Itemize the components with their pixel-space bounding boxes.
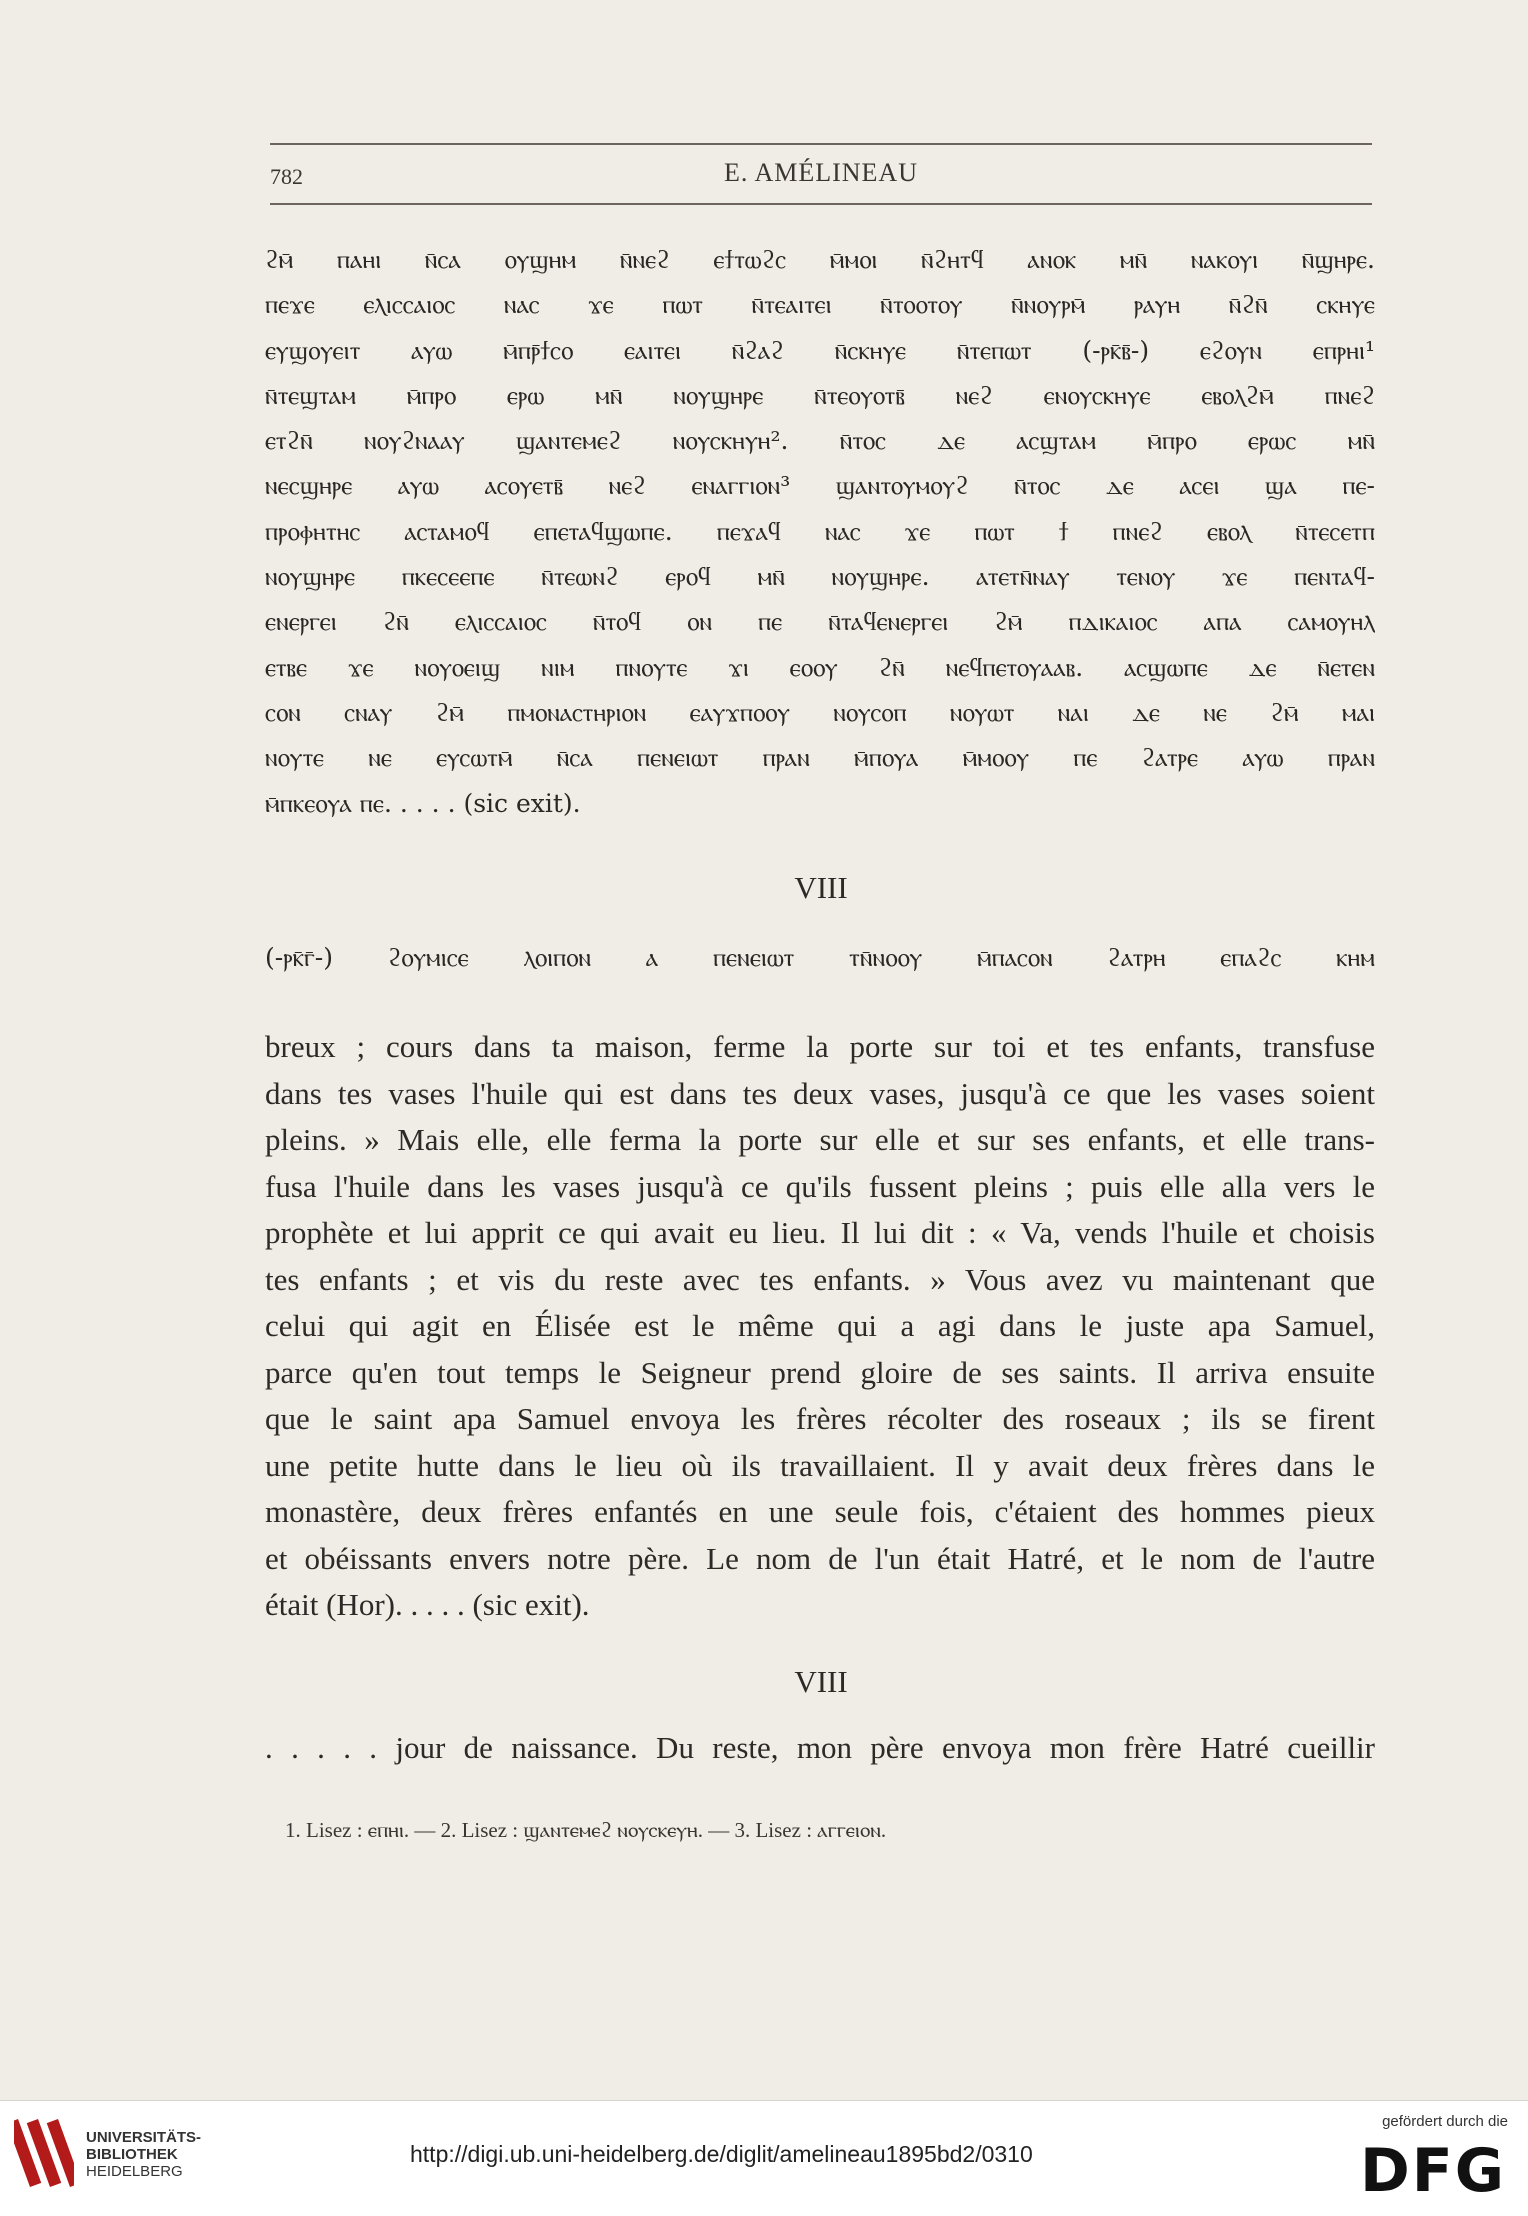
french-line: dans tes vases l'huile qui est dans tes deux vases, jusqu'à ce que les vases soient	[265, 1075, 1375, 1111]
french-line: prophète et lui apprit ce qui avait eu lieu. Il lui dit : « Va, vends l'huile et choisis	[265, 1215, 1375, 1250]
header-rule-top	[270, 143, 1372, 145]
viewer-footer	[0, 2100, 1528, 2216]
coptic-line: ⲡⲉϫⲉ ⲉⲗⲓⲥⲥⲁⲓⲟⲥ ⲛⲁⲥ ϫⲉ ⲡⲱⲧ ⲛ̄ⲧⲉⲁⲓⲧⲉⲓ ⲛ̄ⲧⲟⲟⲧⲟⲩ ⲛ̄ⲛⲟⲩⲣⲙ̄ ⲣⲁⲩⲏ ⲛ̄ϩⲛ̄ ⲥⲕⲏⲩⲉ	[265, 290, 1375, 320]
coptic-line: ⲉⲩϣⲟⲩⲉⲓⲧ ⲁⲩⲱ ⲙ̄ⲡⲣ̄ϯⲥⲟ ⲉⲁⲓⲧⲉⲓ ⲛ̄ϩⲁϩ ⲛ̄ⲥⲕⲏⲩⲉ ⲛ̄ⲧⲉⲡⲱⲧ (-ⲣⲕ̄ⲃ̄-) ⲉϩⲟⲩⲛ ⲉⲡⲣⲏⲓ¹	[265, 335, 1375, 365]
coptic-line: ϩⲙ̄ ⲡⲁⲏⲓ ⲛ̄ⲥⲁ ⲟⲩϣⲏⲙ ⲛ̄ⲛⲉϩ ⲉϯⲧⲱϩⲥ ⲙ̄ⲙⲟⲓ ⲛ̄ϩⲏⲧϥ ⲁⲛⲟⲕ ⲙⲛ̄ ⲛⲁⲕⲟⲩⲓ ⲛ̄ϣⲏⲣⲉ.	[265, 245, 1375, 274]
coptic-line: ⲛ̄ⲧⲉϣⲧⲁⲙ ⲙ̄ⲡⲣⲟ ⲉⲣⲱ ⲙⲛ̄ ⲛⲟⲩϣⲏⲣⲉ ⲛ̄ⲧⲉⲟⲩⲟⲧⲃ̄ ⲛⲉϩ ⲉⲛⲟⲩⲥⲕⲏⲩⲉ ⲉⲃⲟⲗϩⲙ̄ ⲡⲛⲉϩ	[265, 380, 1375, 410]
french-line: celui qui agit en Élisée est le même qui a agi dans le juste apa Samuel,	[265, 1308, 1375, 1343]
french-line: . . . . . jour de naissance. Du reste, mon père envoya mon frère Hatré cueillir	[265, 1730, 1375, 1765]
french-line: fusa l'huile dans les vases jusqu'à ce qu'ils fussent pleins ; puis elle alla vers le	[265, 1168, 1375, 1204]
library-name-line: BIBLIOTHEK	[86, 2146, 178, 2163]
french-line: était (Hor). . . . . (sic exit).	[265, 1587, 590, 1622]
library-name-line: UNIVERSITÄTS-	[86, 2129, 202, 2146]
coptic-line: ⲥⲟⲛ ⲥⲛⲁⲩ ϩⲙ̄ ⲡⲙⲟⲛⲁⲥⲧⲏⲣⲓⲟⲛ ⲉⲁⲩϫⲡⲟⲟⲩ ⲛⲟⲩⲥⲟⲡ ⲛⲟⲩⲱⲧ ⲛⲁⲓ ⲇⲉ ⲛⲉ ϩⲙ̄ ⲙⲁⲓ	[265, 697, 1375, 727]
university-library-logo-icon	[14, 2113, 74, 2193]
french-line: pleins. » Mais elle, elle ferma la porte sur elle et sur ses enfants, et elle trans-	[265, 1122, 1375, 1157]
library-name-line: HEIDELBERG	[86, 2163, 183, 2180]
coptic-line: ⲛⲟⲩⲧⲉ ⲛⲉ ⲉⲩⲥⲱⲧⲙ̄ ⲛ̄ⲥⲁ ⲡⲉⲛⲉⲓⲱⲧ ⲡⲣⲁⲛ ⲙ̄ⲡⲟⲩⲁ ⲙ̄ⲙⲟⲟⲩ ⲡⲉ ϩⲁⲧⲣⲉ ⲁⲩⲱ ⲡⲣⲁⲛ	[265, 743, 1375, 773]
coptic-line: ⲡⲣⲟⲫⲏⲧⲏⲥ ⲁⲥⲧⲁⲙⲟϥ ⲉⲡⲉⲧⲁϥϣⲱⲡⲉ. ⲡⲉϫⲁϥ ⲛⲁⲥ ϫⲉ ⲡⲱⲧ ϯ ⲡⲛⲉϩ ⲉⲃⲟⲗ ⲛ̄ⲧⲉⲥⲉⲧⲡ	[265, 516, 1375, 546]
french-line: tes enfants ; et vis du reste avec tes enfants. » Vous avez vu maintenant que	[265, 1261, 1375, 1297]
header-rule-bottom	[270, 203, 1372, 205]
french-line: que le saint apa Samuel envoya les frères récolter des roseaux ; ils se firent	[265, 1401, 1375, 1436]
dfg-logo: DFG	[1359, 2136, 1506, 2206]
library-name	[86, 2129, 201, 2180]
french-text-block-2	[265, 1725, 1375, 1772]
section-heading: VIII	[794, 870, 848, 905]
coptic-text-block	[265, 237, 1375, 826]
french-line: et obéissants envers notre père. Le nom de l'un était Hatré, et le nom de l'autre	[265, 1540, 1375, 1576]
coptic-line: ⲛⲟⲩϣⲏⲣⲉ ⲡⲕⲉⲥⲉⲉⲡⲉ ⲛ̄ⲧⲉⲱⲛϩ ⲉⲣⲟϥ ⲙⲛ̄ ⲛⲟⲩϣⲏⲣⲉ. ⲁⲧⲉⲧⲛ̄ⲛⲁⲩ ⲧⲉⲛⲟⲩ ϫⲉ ⲡⲉⲛⲧⲁϥ-	[265, 562, 1375, 592]
coptic-line: ⲙ̄ⲡⲕⲉⲟⲩⲁ ⲡⲉ. . . . . (sic exit).	[265, 788, 581, 818]
permalink-url[interactable]: http://digi.ub.uni-heidelberg.de/diglit/amelineau1895bd2/0310	[410, 2141, 1033, 2167]
french-line: monastère, deux frères enfantés en une seule fois, c'étaient des hommes pieux	[265, 1494, 1375, 1529]
running-head	[270, 158, 1372, 198]
french-line: parce qu'en tout temps le Seigneur prend gloire de ses saints. Il arriva ensuite	[265, 1354, 1375, 1390]
coptic-line: ⲉⲧⲃⲉ ϫⲉ ⲛⲟⲩⲟⲉⲓϣ ⲛⲓⲙ ⲡⲛⲟⲩⲧⲉ ϫⲓ ⲉⲟⲟⲩ ϩⲛ̄ ⲛⲉϥⲡⲉⲧⲟⲩⲁⲁⲃ. ⲁⲥϣⲱⲡⲉ ⲇⲉ ⲛ̄ⲉⲧⲉⲛ	[265, 652, 1375, 682]
sponsor-label: gefördert durch die	[1382, 2113, 1508, 2130]
coptic-line: ⲉⲧϩⲛ̄ ⲛⲟⲩϩⲛⲁⲁⲩ ϣⲁⲛⲧⲉⲙⲉϩ ⲛⲟⲩⲥⲕⲏⲩⲏ². ⲛ̄ⲧⲟⲥ ⲇⲉ ⲁⲥϣⲧⲁⲙ ⲙ̄ⲡⲣⲟ ⲉⲣⲱⲥ ⲙⲛ̄	[265, 426, 1375, 456]
french-line: une petite hutte dans le lieu où ils travaillaient. Il y avait deux frères dans le	[265, 1447, 1375, 1483]
coptic-text-block-2	[265, 935, 1375, 980]
coptic-line: (-ⲣⲕ̄ⲅ̄-) ϩⲟⲩⲙⲓⲥⲉ ⲗⲟⲓⲡⲟⲛ ⲁ ⲡⲉⲛⲉⲓⲱⲧ ⲧⲛ̄ⲛⲟⲟⲩ ⲙ̄ⲡⲁⲥⲟⲛ ϩⲁⲧⲣⲏ ⲉⲡⲁϩⲥ ⲕⲏⲙ	[265, 943, 1375, 972]
coptic-line: ⲉⲛⲉⲣⲅⲉⲓ ϩⲛ̄ ⲉⲗⲓⲥⲥⲁⲓⲟⲥ ⲛ̄ⲧⲟϥ ⲟⲛ ⲡⲉ ⲛ̄ⲧⲁϥⲉⲛⲉⲣⲅⲉⲓ ϩⲙ̄ ⲡⲇⲓⲕⲁⲓⲟⲥ ⲁⲡⲁ ⲥⲁⲙⲟⲩⲏⲗ	[265, 607, 1375, 637]
coptic-line: ⲛⲉⲥϣⲏⲣⲉ ⲁⲩⲱ ⲁⲥⲟⲩⲉⲧⲃ̄ ⲛⲉϩ ⲉⲛⲁⲅⲅⲓⲟⲛ³ ϣⲁⲛⲧⲟⲩⲙⲟⲩϩ ⲛ̄ⲧⲟⲥ ⲇⲉ ⲁⲥⲉⲓ ϣⲁ ⲡⲉ-	[265, 471, 1375, 501]
section-heading: VIII	[794, 1664, 848, 1699]
french-text-block	[265, 1024, 1375, 1629]
footnotes: 1. Lisez : ⲉⲡⲏⲓ. — 2. Lisez : ϣⲁⲛⲧⲉⲙⲉϩ ⲛⲟⲩⲥⲕⲉⲩⲏ. — 3. Lisez : ⲁⲅⲅⲉⲓⲟⲛ.	[285, 1818, 887, 1842]
french-line: breux ; cours dans ta maison, ferme la porte sur toi et tes enfants, transfuse	[265, 1029, 1375, 1064]
page-number: 782	[270, 164, 303, 189]
running-head-author: E. AMÉLINEAU	[724, 158, 918, 187]
